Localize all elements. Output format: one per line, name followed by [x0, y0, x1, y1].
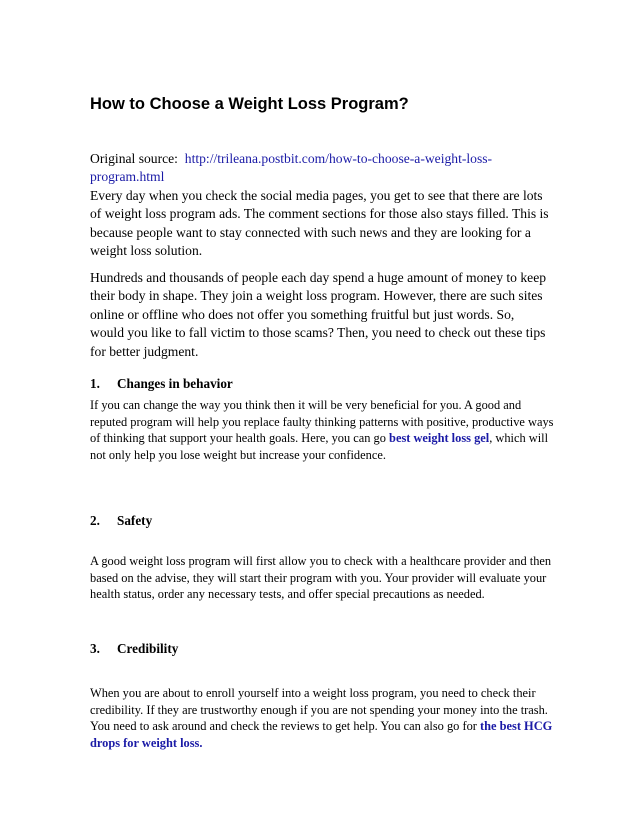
intro-paragraph: Every day when you check the social media pages, you get to see that there are lots of weight loss program ads. The comment sections for those also stays filled. This is because people want to stay connected with such news and they are looking for a weight loss solution. — [90, 188, 549, 259]
section-heading-credibility — [90, 640, 178, 657]
section-heading-text: Credibility — [117, 641, 179, 656]
paragraph-text-end: . — [199, 735, 203, 750]
original-source — [90, 150, 550, 187]
paragraph-text: If you can change the way you think then it will be very beneficial for you. A good and reputed program will help you replace faulty thinking patterns with positive, productive ways of thinking that support your health goals. Here, you can go — [90, 398, 554, 446]
hcg-drops-link[interactable]: the best HCG drops for weight loss — [90, 719, 553, 750]
paragraph-text: When you are about to enroll yourself into a weight loss program, you need to check their credibility. If they are trustworthy enough if you are not spending your money into the trash. You need to ask around and check the reviews to get help. You can also go for — [90, 686, 548, 734]
section-paragraph-behavior — [90, 397, 556, 463]
source-label: Original source: — [90, 151, 178, 166]
section-heading-behavior — [90, 375, 233, 392]
section-number: 3. — [90, 641, 100, 656]
weight-loss-gel-link[interactable]: best weight loss gel — [389, 431, 490, 446]
section-number: 1. — [90, 376, 100, 391]
paragraph-text-end: , which will not only help you lose weight but increase your confidence. — [90, 431, 549, 462]
section-paragraph-credibility — [90, 685, 556, 751]
section-heading-text: Safety — [117, 513, 153, 528]
section-number: 2. — [90, 513, 100, 528]
section-heading-safety — [90, 512, 152, 529]
source-link[interactable]: http://trileana.postbit.com/how-to-choose-a-weight-loss-program.html — [90, 151, 493, 185]
second-paragraph: Hundreds and thousands of people each day spend a huge amount of money to keep their body in shape. They join a weight loss program. However, there are such sites online or offline who does not offer you something fruitful but just words. So, would you like to fall victim to those scams? Then, you need to check out these tips for better judgment. — [90, 270, 547, 359]
section-heading-text: Changes in behavior — [117, 376, 233, 391]
section-paragraph-safety: A good weight loss program will first allow you to check with a healthcare provider and then based on the advise, they will start their program with you. Your provider will evaluate your health status, order any necessary tests, and offer special precautions as needed. — [90, 554, 552, 602]
article-title: How to Choose a Weight Loss Program? — [90, 95, 409, 113]
